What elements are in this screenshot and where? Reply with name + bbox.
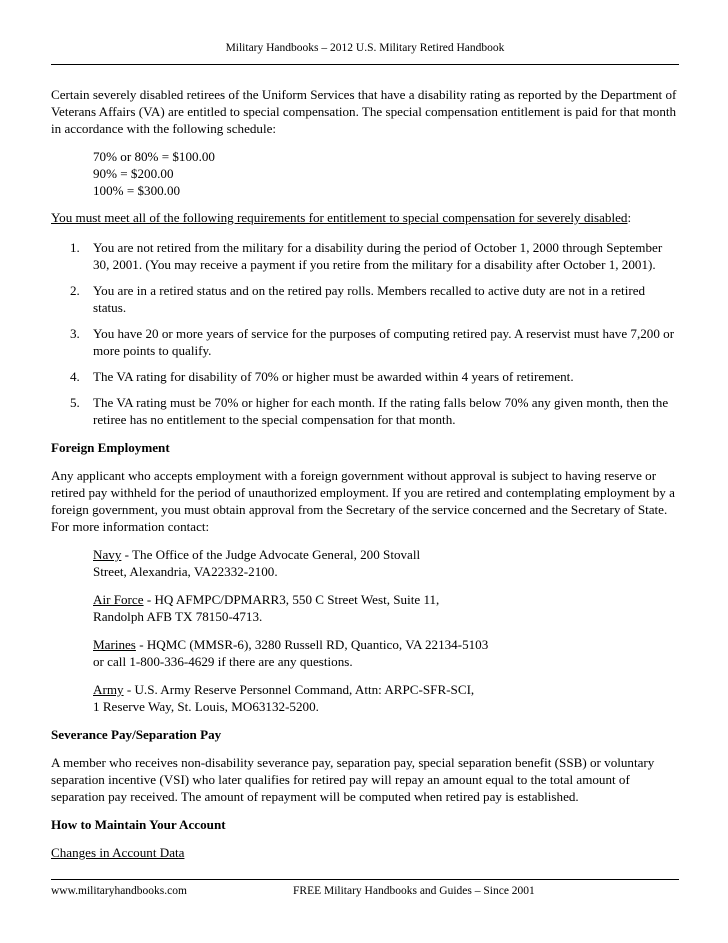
- intro-paragraph: Certain severely disabled retirees of the Uniform Services that have a disability rating as reported by the Department of Veterans Affairs (VA) are entitled to special compensation. The special compensation entitlement is paid for that month in accordance with the following schedule:: [51, 87, 677, 136]
- contact-air-force: [93, 591, 679, 625]
- contact-address: 1 Reserve Way, St. Louis, MO63132-5200.: [93, 699, 319, 714]
- requirements-intro-underlined: You must meet all of the following requirements for entitlement to special compensation for severely disabled: [51, 210, 628, 225]
- page-header: Military Handbooks – 2012 U.S. Military Retired Handbook: [225, 42, 505, 54]
- header-rule: [51, 64, 679, 65]
- contact-address: - HQMC (MMSR-6), 3280 Russell RD, Quantico, VA 22134-5103: [135, 637, 489, 652]
- requirements-intro-colon: :: [627, 210, 632, 225]
- contact-address: - The Office of the Judge Advocate General, 200 Stovall: [121, 547, 421, 562]
- list-text: You are not retired from the military for a disability during the period of October 1, 2000 through September 30, 2001. (You may receive a payment if you retire from the military for a disability after October 1, 2001).: [93, 240, 663, 272]
- contact-address: - HQ AFMPC/DPMARR3, 550 C Street West, Suite 11,: [143, 592, 440, 607]
- contact-address: Randolph AFB TX 78150-4713.: [93, 609, 263, 624]
- branch-label-air-force: Air Force: [93, 592, 144, 607]
- contact-marines: [93, 636, 679, 670]
- list-number: 2.: [70, 283, 80, 298]
- list-item: [51, 394, 679, 428]
- footer-website: www.militaryhandbooks.com: [51, 885, 187, 897]
- list-item: [51, 239, 679, 273]
- document-page: [51, 0, 679, 943]
- foreign-employment-heading: Foreign Employment: [51, 440, 170, 455]
- severance-heading: Severance Pay/Separation Pay: [51, 727, 222, 742]
- contact-address: or call 1-800-336-4629 if there are any questions.: [93, 654, 353, 669]
- contact-address: - U.S. Army Reserve Personnel Command, Attn: ARPC-SFR-SCI,: [123, 682, 475, 697]
- list-item: [51, 325, 679, 359]
- list-text: The VA rating for disability of 70% or higher must be awarded within 4 years of retirement.: [93, 369, 574, 384]
- schedule-line: 70% or 80% = $100.00: [93, 149, 215, 164]
- list-text: You have 20 or more years of service for the purposes of computing retired pay. A reservist must have 7,200 or more points to qualify.: [93, 326, 675, 358]
- footer-rule: [51, 879, 679, 880]
- severance-paragraph: A member who receives non-disability severance pay, separation pay, special separation benefit (SSB) or voluntary separation incentive (VSI) who later qualifies for retired pay will repay an amount equal to the total amount of separation pay received. The amount of repayment will be computed when retired pay is established.: [51, 755, 655, 804]
- account-subheading: Changes in Account Data: [51, 845, 185, 860]
- branch-label-army: Army: [93, 682, 124, 697]
- footer-tagline: FREE Military Handbooks and Guides – Since 2001: [293, 885, 535, 897]
- contact-address: Street, Alexandria, VA22332-2100.: [93, 564, 278, 579]
- schedule-line: 90% = $200.00: [93, 166, 174, 181]
- foreign-employment-paragraph: Any applicant who accepts employment with a foreign government without approval is subject to having reserve or retired pay withheld for the period of unauthorized employment. If you are retired and contemplating employment by a foreign government, you must obtain approval from the Secretary of the service concerned and the Secretary of State. For more information contact:: [51, 468, 675, 534]
- requirements-list: [51, 239, 679, 428]
- list-text: The VA rating must be 70% or higher for each month. If the rating falls below 70% any given month, then the retiree has no entitlement to the special compensation for that month.: [93, 395, 669, 427]
- account-heading: How to Maintain Your Account: [51, 817, 226, 832]
- document-body: [51, 86, 679, 861]
- branch-label-navy: Navy: [93, 547, 122, 562]
- list-text: You are in a retired status and on the retired pay rolls. Members recalled to active duty are not in a retired status.: [93, 283, 646, 315]
- requirements-intro: [51, 209, 679, 226]
- payment-schedule: [93, 148, 679, 199]
- list-number: 4.: [70, 369, 80, 384]
- contact-navy: [93, 546, 679, 580]
- list-number: 3.: [70, 326, 80, 341]
- branch-label-marines: Marines: [93, 637, 136, 652]
- list-item: [51, 368, 679, 385]
- contact-army: [93, 681, 679, 715]
- list-number: 5.: [70, 395, 80, 410]
- list-item: [51, 282, 679, 316]
- list-number: 1.: [70, 240, 80, 255]
- schedule-line: 100% = $300.00: [93, 183, 181, 198]
